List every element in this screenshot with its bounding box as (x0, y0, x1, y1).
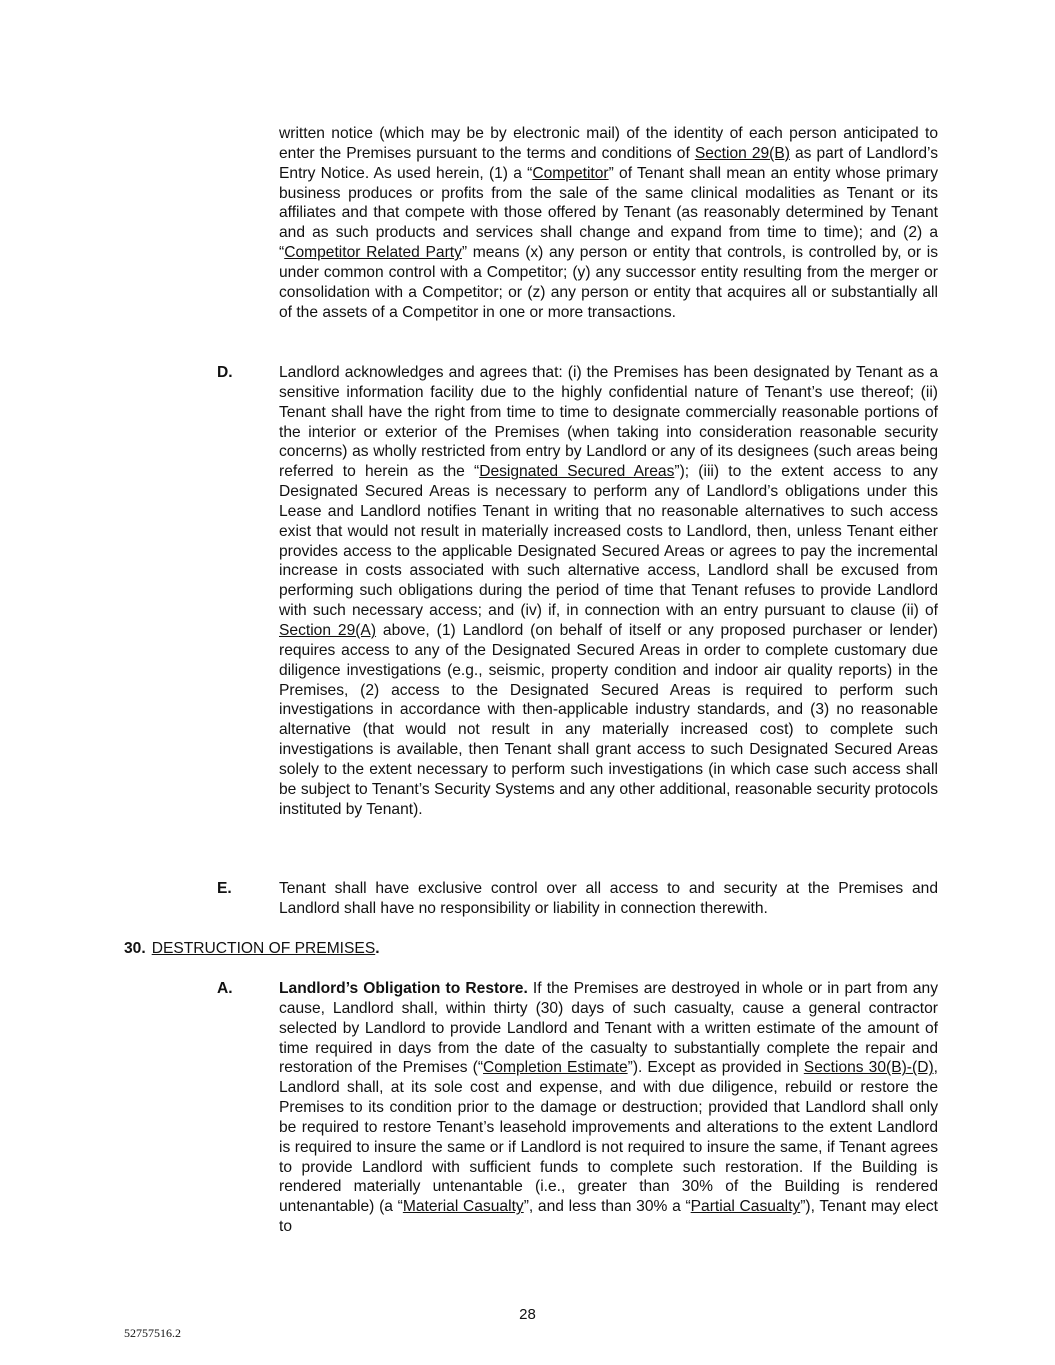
text-run: ”, and less than 30% a “ (523, 1198, 691, 1216)
page-number: 28 (519, 1306, 536, 1323)
section-30-number: 30. (124, 940, 146, 957)
section-d-label: D. (217, 364, 233, 381)
text-run: as part of Landlord’s Entry Notice. As used herein, (1) a “ (279, 144, 938, 182)
section-reference-29a: Section 29(A) (279, 621, 377, 639)
section-30a-label: A. (217, 980, 233, 997)
defined-term-material-casualty: Material Casualty (402, 1198, 524, 1216)
defined-term-completion-estimate: Completion Estimate (483, 1059, 628, 1077)
section-30a-heading: Landlord’s Obligation to Restore. (279, 980, 528, 997)
section-e-paragraph: Tenant shall have exclusive control over all access to and security at the Premises and Landlord shall have no responsibility or liability in connection therewith. (279, 880, 938, 917)
section-30-heading (124, 939, 380, 959)
text-run: written notice (which may be by electronic mail) of the identity of each person anticipated to enter the Premises pursuant to the terms and conditions of (279, 125, 938, 162)
defined-term-partial-casualty: Partial Casualty (690, 1198, 801, 1216)
text-run: Landlord acknowledges and agrees that: (i) the Premises has been designated by Tenant as a sensitive information facility due to the highly confidential nature of Tenant’s use thereof; (ii) Tenant shall have the right from time to time to designate commercially reasonable portions of the interior or exterior of the Premises (when taking into consideration reasonable security concerns) as wholly restricted from entry by Landlord or any of its designees (such areas being referred to herein as the “ (279, 364, 938, 481)
text-run: , Landlord shall, at its sole cost and expense, and with due diligence, rebuild or restore the Premises to its condition prior to the damage or destruction; provided that Landlord shall only be required to restore Tenant’s leasehold improvements and alterations to the extent Landlord is required to insure the same or if Landlord is not required to insure the same, if Tenant agrees to provide Landlord with sufficient funds to complete such restoration. If the Building is rendered materially untenantable (i.e., greater than 30% of the Building is rendered untenantable) (a “ (279, 1059, 938, 1216)
text-run: ”). Except as provided in (627, 1059, 804, 1077)
section-reference-29b: Section 29(B) (694, 144, 790, 162)
text-run: ” of Tenant shall mean an entity whose primary business produces or profits from the sale of the same clinical modalities as Tenant or its affiliates and that compete with those offered by Tenant (as reasonably determined by Tenant and as such products and services shall change and expand from time to time); and (2) a “ (279, 164, 938, 262)
text-run: ”); (iii) to the extent access to any Designated Secured Areas is necessary to perform any of Landlord’s obligations under this Lease and Landlord notifies Tenant in writing that no reasonable alternatives to such access exist that would not result in materially increased costs to Landlord, then, unless Tenant either provides access to the applicable Designated Secured Areas or agrees to pay the incremental increase in costs associated with such alternative access, Landlord shall be excused from performing such obligations during the period of time that Tenant refuses to provide Landlord with such necessary access; and (iv) if, in connection with an entry pursuant to clause (ii) of (279, 463, 938, 620)
defined-term-competitor-related-party: Competitor Related Party (284, 244, 462, 262)
section-reference-30b-d: Sections 30(B)-(D) (803, 1059, 934, 1077)
section-d-paragraph (279, 363, 938, 819)
section-30a-paragraph (279, 979, 938, 1237)
continuation-paragraph (279, 124, 938, 322)
document-id: 52757516.2 (124, 1326, 181, 1340)
defined-term-competitor: Competitor (532, 164, 609, 182)
text-run: above, (1) Landlord (on behalf of itself or any proposed purchaser or lender) requires access to any of the Designated Secured Areas in order to complete customary due diligence investigations (e.g., seismic, property condition and indoor air quality reports) in the Premises, (2) access to the Designated Secured Areas is required to perform such investigations in accordance with then-applicable industry standards, and (3) no reasonable alternative (that would not result in any materially increased cost) to complete such investigations is available, then Tenant shall grant access to such Designated Secured Areas solely to the extent necessary to perform such investigations (in which case such access shall be subject to Tenant’s Security Systems and any other additional, reasonable security protocols instituted by Tenant). (279, 621, 938, 818)
section-e-label: E. (217, 880, 232, 897)
section-30-title: DESTRUCTION OF PREMISES (151, 940, 376, 957)
text-run: ”), Tenant may elect to (279, 1198, 938, 1236)
text-run: ” means (x) any person or entity that controls, is controlled by, or is under common control with a Competitor; (y) any successor entity resulting from the merger or consolidation with a Competitor; or (z) any person or entity that acquires all or substantially all of the assets of a Competitor in one or more transactions. (279, 244, 938, 321)
text-run: If the Premises are destroyed in whole or in part from any cause, Landlord shall, within thirty (30) days of such casualty, cause a general contractor selected by Landlord to provide Landlord and Tenant with a written estimate of the amount of time required in days from the date of the casualty to substantially complete the repair and restoration of the Premises (“ (279, 980, 938, 1077)
section-30-period: . (375, 940, 380, 957)
defined-term-designated-secured-areas: Designated Secured Areas (479, 463, 675, 481)
